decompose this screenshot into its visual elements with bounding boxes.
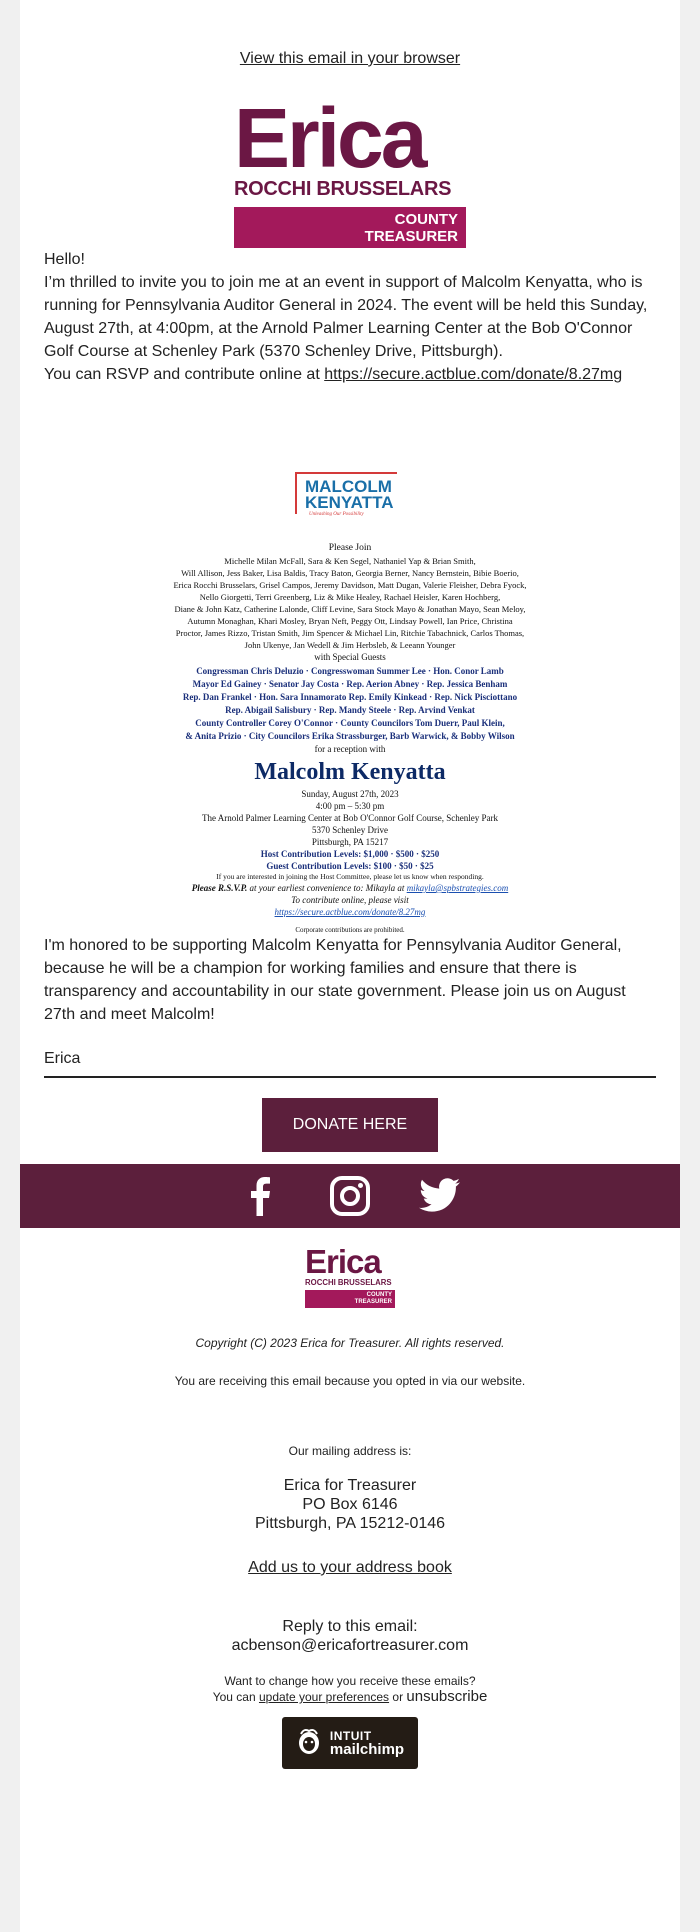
you-can-text: You can	[212, 1690, 259, 1704]
footer-logo-band	[305, 1290, 395, 1308]
logo-band-line-1: COUNTY	[394, 211, 458, 228]
honoree-name: Malcolm Kenyatta	[254, 759, 446, 785]
facebook-icon[interactable]	[236, 1172, 284, 1220]
mk-logo-tagline: Unleashing Our Possibility	[309, 512, 364, 517]
host-levels: Host Contribution Levels: $1,000 · $500 · $250	[260, 849, 440, 859]
rsvp-prefix: Please R.S.V.P.	[191, 883, 248, 893]
reply-email: acbenson@ericafortreasurer.com	[231, 1637, 469, 1654]
event-street: 5370 Schenley Drive	[312, 825, 388, 835]
event-invitation	[150, 472, 550, 934]
guest-line: Mayor Ed Gainey · Senator Jay Costa · Rep. Aerion Abney · Rep. Jessica Benham	[192, 679, 508, 689]
footer-logo-band-line-2: TREASURER	[354, 1299, 392, 1305]
copyright: Copyright (C) 2023 Erica for Treasurer. All rights reserved.	[195, 1336, 505, 1350]
support-paragraph: I'm honored to be supporting Malcolm Kenyatta for Pennsylvania Auditor General, because he will be a champion for working families and ensure that there is transparency and accountability in our state government. Please join us on August 27th and meet Malcolm!	[44, 937, 626, 1023]
event-details	[150, 788, 550, 848]
rsvp-prefix: You can RSVP and contribute online at	[44, 366, 325, 383]
change-text: Want to change how you receive these emails?	[224, 1674, 476, 1688]
special-guests	[150, 665, 550, 743]
footer-erica-logo	[305, 1243, 395, 1308]
address-line: PO Box 6146	[302, 1496, 398, 1513]
event-city: Pittsburgh, PA 15217	[311, 837, 389, 847]
reply-block	[20, 1617, 680, 1655]
host-line: John Ukenye, Jan Wedell & Jim Herbsleb, & Leeann Younger	[244, 640, 456, 650]
guest-levels: Guest Contribution Levels: $100 · $50 · $25	[266, 861, 434, 871]
mailing-address-label: Our mailing address is:	[288, 1444, 412, 1458]
add-address-book-link[interactable]: Add us to your address book	[248, 1559, 452, 1576]
corporate-note: Corporate contributions are prohibited.	[295, 926, 405, 934]
mailchimp-freddie-icon	[296, 1728, 322, 1759]
event-time: 4:00 pm – 5:30 pm	[315, 801, 385, 811]
guest-line: Congressman Chris Deluzio · Congresswoman Summer Lee · Hon. Conor Lamb	[196, 666, 504, 676]
email-sheet	[20, 0, 680, 1932]
contribution-levels	[150, 848, 550, 872]
badge-mailchimp: mailchimp	[329, 1741, 405, 1758]
rsvp-paragraph	[44, 363, 656, 386]
contribute-online-label: To contribute online, please visit	[291, 895, 409, 905]
malcolm-kenyatta-logo	[295, 472, 405, 520]
mailchimp-badge[interactable]	[282, 1717, 418, 1769]
host-names	[150, 555, 550, 651]
signature-divider	[44, 1076, 656, 1078]
guest-line: Rep. Abigail Salisbury · Rep. Mandy Steele · Rep. Arvind Venkat	[225, 705, 475, 715]
host-line: Will Allison, Jess Baker, Lisa Baldis, Tracy Baton, Georgia Berner, Nancy Bernstein, Bibie Boerio,	[181, 568, 519, 578]
invite-contribute-link[interactable]: https://secure.actblue.com/donate/8.27mg	[274, 907, 426, 917]
host-line: Michelle Milan McFall, Sara & Ken Segel, Nathaniel Yap & Brian Smith,	[224, 556, 476, 566]
event-date: Sunday, August 27th, 2023	[301, 789, 399, 799]
address-line: Pittsburgh, PA 15212-0146	[254, 1515, 446, 1532]
signature: Erica	[44, 1050, 81, 1067]
logo-band	[234, 207, 466, 248]
guest-line: Rep. Dan Frankel · Hon. Sara Innamorato Rep. Emily Kinkead · Rep. Nick Pisciottano	[182, 692, 518, 702]
unsubscribe-link[interactable]: unsubscribe	[406, 1688, 488, 1705]
guest-line: County Controller Corey O'Connor · County Councilors Tom Duerr, Paul Klein,	[195, 718, 505, 728]
social-bar	[20, 1164, 680, 1228]
host-line: Proctor, James Rizzo, Tristan Smith, Jim Spencer & Michael Lin, Ritchie Tabachnick, Carlos Thomas,	[175, 628, 525, 638]
mk-logo-line-1: MALCOLM	[305, 477, 392, 496]
update-preferences-link[interactable]: update your preferences	[258, 1690, 390, 1704]
rsvp-email-link[interactable]: mikayla@spbstrategies.com	[406, 883, 509, 893]
logo-first-name: Erica	[234, 91, 425, 185]
logo-last-name: ROCCHI BRUSSELARS	[234, 178, 452, 200]
host-line: Autumn Monaghan, Khari Mosley, Bryan Neft, Peggy Ott, Lindsay Powell, Ian Price, Christina	[187, 616, 513, 626]
event-venue: The Arnold Palmer Learning Center at Bob O'Connor Golf Course, Schenley Park	[201, 813, 499, 823]
host-committee-note: If you are interested in joining the Host Committee, please let us know when responding.	[216, 872, 484, 881]
mk-logo-line-2: KENYATTA	[305, 493, 394, 512]
email-body	[20, 248, 680, 386]
footer-logo-band-line-1: COUNTY	[366, 1292, 392, 1298]
host-line: Diane & John Katz, Catherine Lalonde, Cliff Levine, Sara Stock Mayo & Jonathan Mayo, Sean Meloy,	[174, 604, 526, 614]
erica-logo	[234, 91, 466, 248]
reception-label: for a reception with	[314, 744, 386, 754]
or-text: or	[389, 1690, 407, 1704]
donate-button[interactable]: DONATE HERE	[262, 1098, 438, 1152]
guest-line: & Anita Prizio · City Councilors Erika Strassburger, Barb Warwick, & Bobby Wilson	[185, 731, 515, 741]
view-in-browser-link[interactable]: View this email in your browser	[239, 50, 461, 67]
footer-logo-first-name: Erica	[305, 1243, 381, 1280]
invite-paragraph: I’m thrilled to invite you to join me at an event in support of Malcolm Kenyatta, who is running for Pennsylvania Auditor General in 2024. The event will be held this Sunday, August 27th, at 4:00pm, at the Arnold Palmer Learning Center at the Bob O'Connor Golf Course at Schenley Park (5370 Schenley Drive, Pittsburgh).	[44, 274, 648, 360]
twitter-icon[interactable]	[416, 1172, 464, 1220]
actblue-link[interactable]: https://secure.actblue.com/donate/8.27mg	[324, 366, 623, 383]
receiving-reason: You are receiving this email because you opted in via our website.	[174, 1374, 526, 1388]
rsvp-middle: at your earliest convenience to: Mikayla at	[247, 883, 407, 893]
preferences-block	[20, 1673, 680, 1705]
greeting: Hello!	[44, 251, 85, 268]
email-footer	[20, 1336, 680, 1769]
instagram-icon[interactable]	[326, 1172, 374, 1220]
please-join: Please Join	[328, 543, 372, 553]
logo-band-line-2: TREASURER	[364, 228, 458, 245]
host-line: Nello Giorgetti, Terri Greenberg, Liz & Mike Healey, Rachael Heisler, Karen Hochberg,	[199, 592, 501, 602]
mailing-address	[20, 1476, 680, 1533]
host-line: Erica Rocchi Brusselars, Grisel Campos, Jeremy Davidson, Matt Dugan, Valerie Fleisher, Debra Fyock,	[173, 580, 527, 590]
special-guests-label: with Special Guests	[314, 652, 386, 662]
badge-intuit: INTUIT	[329, 1729, 372, 1743]
address-line: Erica for Treasurer	[283, 1477, 417, 1494]
rsvp-line	[150, 882, 550, 894]
reply-label: Reply to this email:	[282, 1618, 418, 1635]
footer-logo-last-name: ROCCHI BRUSSELARS	[305, 1278, 392, 1287]
